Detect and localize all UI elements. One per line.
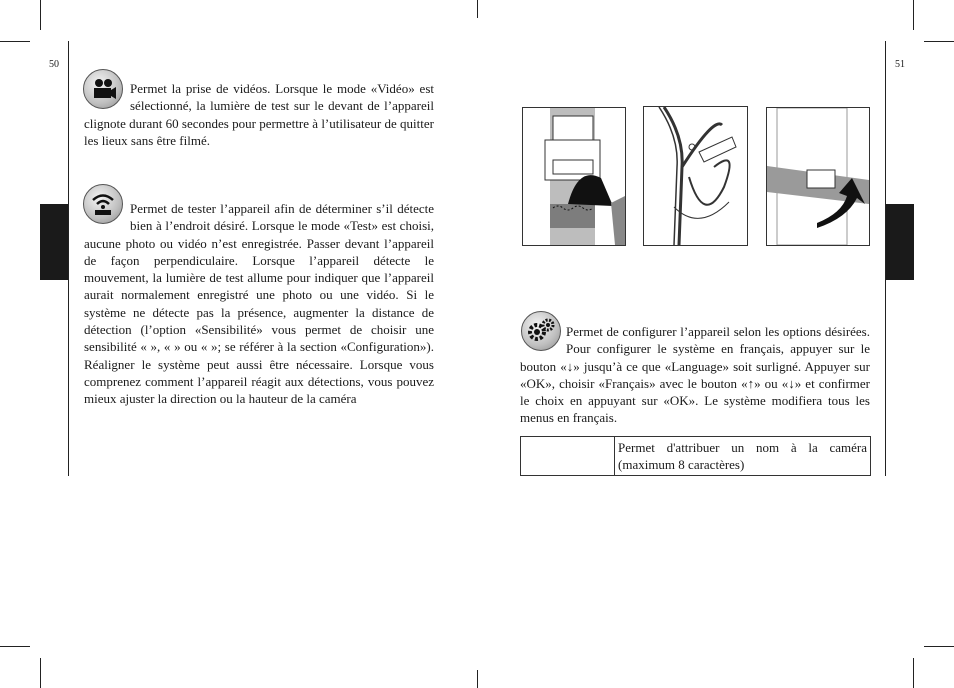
crop-mark (924, 41, 954, 42)
table-row (521, 437, 871, 476)
crop-mark (913, 0, 914, 30)
crop-mark (0, 41, 30, 42)
page-number-left: 50 (49, 59, 59, 70)
crop-mark (477, 0, 478, 18)
camera-name-table (520, 436, 871, 476)
crop-mark (40, 658, 41, 688)
test-mode-text: Permet de tester l’appareil afin de déterminer s’il détecte bien à l’endroit désiré. Lorsque le mode «Test» est choisi, aucune photo ou vidéo n’est enregistrée. Passer devant l’appareil de façon perpendiculaire. Lorsque l’appareil détecte le mouvement, la lumière de test allume pour indiquer que l’appareil aurait normalement enregistré une photo ou une vidéo. Si le système ne détecte pas la présence, augmenter la distance de détection (l’option «Sensibilité» vous permet de choisir une sensibilité « », « » ou « »; se référer à la section «Configuration»). Réaligner le système peut aussi être nécessaire. Lorsque vous comprenez comment l’appareil réagit aux détections, vous pouvez mieux ajuster la direction ou la hauteur de la caméra (84, 201, 434, 407)
crop-mark (477, 670, 478, 688)
crop-mark (0, 646, 30, 647)
crop-mark (924, 646, 954, 647)
strap-tree-illustration (766, 107, 870, 246)
section-tab-left (40, 204, 68, 280)
strap-buckle-illustration (522, 107, 626, 246)
test-mode-paragraph (84, 200, 434, 408)
video-mode-text: Permet la prise de vidéos. Lorsque le mode «Vidéo» est sélectionné, la lumière de test sur le devant de l’appareil clignote durant 60 secondes pour permettre à l’utilisateur de quitter les lieux sans être filmé. (84, 81, 434, 148)
crop-mark (40, 0, 41, 30)
setup-mode-text: Permet de configurer l’appareil selon les options désirées. Pour configurer le système en français, appuyer sur le bouton «↓» jusqu’à ce que «Language» soit surligné. Appuyer sur «OK», choisir «Français» avec le bouton «↑» ou «↓» et confirmer le choix en appuyant sur «OK». Le système modifiera tous les menus en français. (520, 324, 870, 426)
crop-mark (68, 41, 69, 476)
page-number-right: 51 (895, 59, 905, 70)
setup-mode-paragraph (520, 323, 870, 427)
table-description-cell: Permet d'attribuer un nom à la caméra (maximum 8 caractères) (615, 437, 871, 476)
strap-loop-illustration (643, 106, 748, 246)
crop-mark (913, 658, 914, 688)
section-tab-right (886, 204, 914, 280)
video-mode-paragraph (84, 80, 434, 149)
table-label-cell (521, 437, 615, 476)
